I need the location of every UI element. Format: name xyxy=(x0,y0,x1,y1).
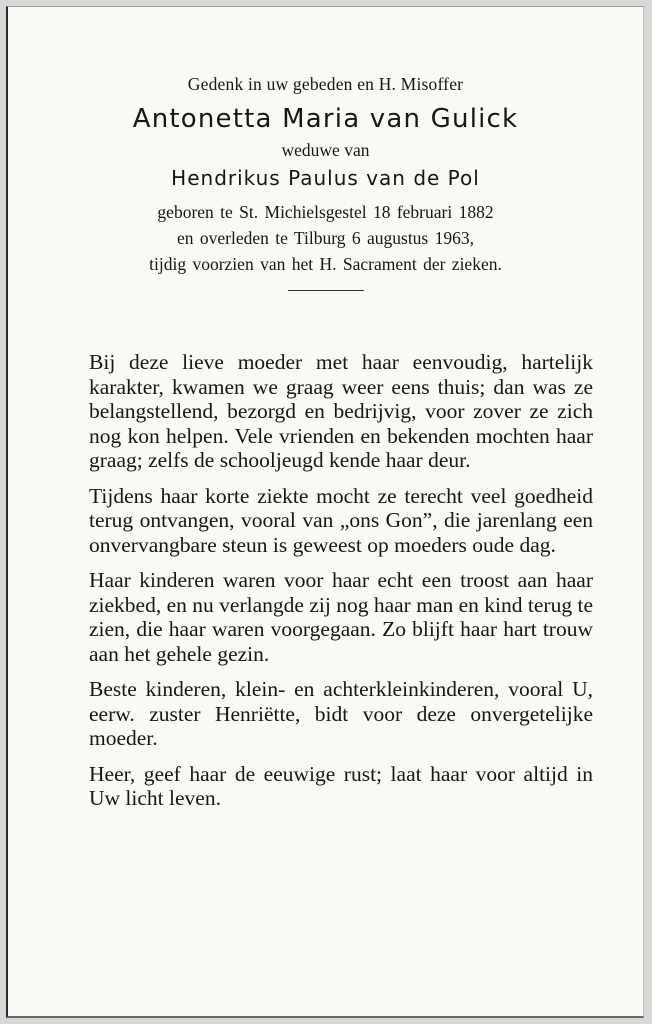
sacrament-line: tijdig voorzien van het H. Sacrament der zieken. xyxy=(149,254,502,274)
paragraph-4: Beste kinderen, klein- en achterkleinkinderen, vooral U, eerw. zuster Henriëtte, bidt voor deze onvergetelijke moeder. xyxy=(89,677,593,750)
paragraph-5: Heer, geef haar de eeuwige rust; laat haar voor altijd in Uw licht leven. xyxy=(89,761,593,810)
death-line: en overleden te Tilburg 6 augustus 1963, xyxy=(176,228,474,248)
memorial-card xyxy=(6,6,644,1018)
memorial-text xyxy=(89,350,593,822)
paragraph-1: Bij deze lieve moeder met haar eenvoudig, hartelijk karakter, kwamen we graag weer eens thuis; dan was ze belangstellend, bezorgd en bedrijvig, voor zover ze zich nog kon helpen. Vele vrienden en bekenden mochten haar graag; zelfs de schooljeugd kende haar deur. xyxy=(89,350,593,472)
paragraph-3: Haar kinderen waren voor haar echt een troost aan haar ziekbed, en nu verlangde zij nog haar man en kind terug te zien, die haar waren voorgegaan. Zo blijft haar hart trouw aan het gehele gezin. xyxy=(89,568,593,666)
relation-line: weduwe van xyxy=(281,140,370,160)
paragraph-2: Tijdens haar korte ziekte mocht ze terecht veel goedheid terug ontvangen, vooral van „ons Gon”, die jarenlang een onvervangbare steun is geweest op moeders oude dag. xyxy=(89,483,593,557)
card-header xyxy=(8,73,643,291)
birth-line: geboren te St. Michielsgestel 18 februari 1882 xyxy=(157,202,494,222)
husband-name: Hendrikus Paulus van de Pol xyxy=(171,166,480,190)
intro-line: Gedenk in uw gebeden en H. Misoffer xyxy=(187,74,464,94)
deceased-name: Antonetta Maria van Gulick xyxy=(132,104,519,134)
divider-rule xyxy=(288,290,364,291)
